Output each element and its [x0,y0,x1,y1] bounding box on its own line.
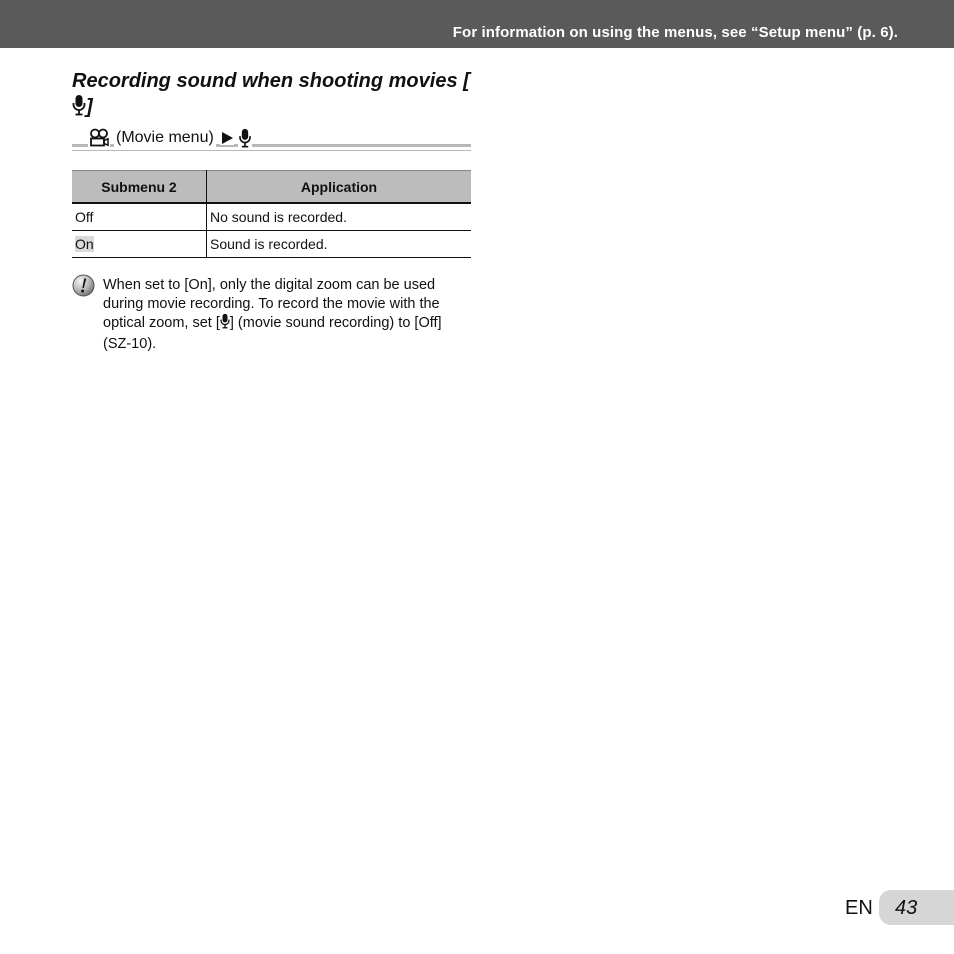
section-title-close: ] [86,96,93,118]
row-submenu-value: Off [75,209,94,225]
language-label: EN [845,897,873,919]
note-text-part2: ] (movie sound recording) to [Off] (SZ-10). [103,315,442,352]
movie-camera-icon [88,128,110,148]
page-number: 43 [895,897,918,919]
section-title-text: Recording sound when shooting movies [ [72,70,470,92]
header-bar [0,0,954,48]
row-application-cell: No sound is recorded. [207,203,472,231]
row-submenu-value: On [75,236,94,252]
caution-icon [72,274,95,302]
column-header-submenu: Submenu 2 [72,171,207,204]
microphone-icon [72,94,86,123]
row-submenu-cell [72,231,207,258]
row-application-cell: Sound is recorded. [207,231,472,258]
table-row [72,231,471,258]
breadcrumb-menu-label: (Movie menu) [116,129,214,146]
table-row [72,203,471,231]
arrow-right-icon [220,131,234,145]
caution-note-text [103,276,471,353]
submenu-table [72,170,471,258]
breadcrumb [72,128,471,148]
section-title [72,69,472,123]
table-header-row [72,171,471,204]
row-submenu-cell [72,203,207,231]
microphone-icon [238,128,252,148]
column-header-application: Application [207,171,472,204]
header-text: For information on using the menus, see “Setup menu” (p. 6). [452,24,898,41]
microphone-icon [220,313,230,335]
note-text-part1: When set to [On], only the digital zoom can be used during movie recording. To record the movie with the optical zoom, set [ [103,277,440,331]
